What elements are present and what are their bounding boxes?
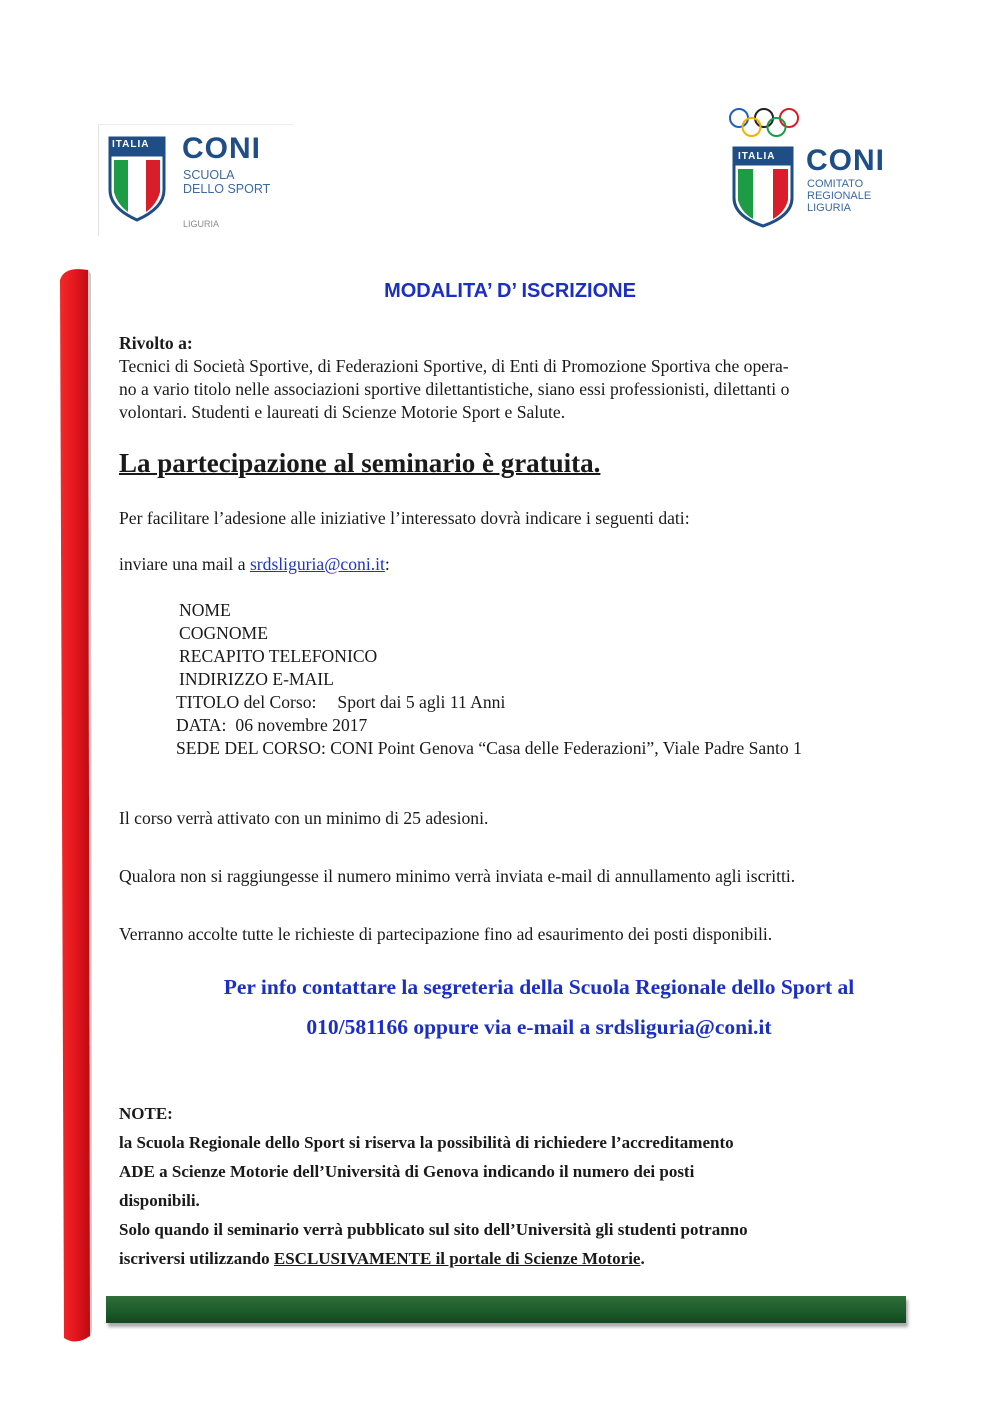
note-last-line [119,1244,645,1273]
condition-text: Il corso verrà attivato con un minimo di 25 adesioni. [119,808,489,828]
mail-suffix: : [384,554,390,574]
coni-comitato-logo [726,106,902,236]
course-venue-line [176,737,906,760]
send-mail-line [119,553,899,576]
coni-scuola-logo [98,124,298,236]
shield-badge-text: ITALIA [112,139,150,150]
audience-line: no a vario titolo nelle associazioni sportive dilettantistiche, siano essi professionisti, dilettanti o [119,379,790,399]
note-line: ADE a Scienze Motorie dell’Università di Genova indicando il numero dei posti [119,1162,695,1181]
condition-text: Qualora non si raggiungesse il numero minimo verrà inviata e-mail di annullamento agli iscritti. [119,866,796,886]
logo-line-2: DELLO SPORT [183,182,271,196]
logo-right-line-3: LIGURIA [807,202,852,214]
note-last-prefix: iscriversi utilizzando [119,1249,274,1268]
course-date-label: DATA: [176,715,227,735]
course-title-label: TITOLO del Corso: [176,692,317,712]
coni-brand-right: CONI [806,144,885,177]
field-item: COGNOME [179,623,268,643]
field-item: NOME [179,600,231,620]
field-item: RECAPITO TELEFONICO [179,646,378,666]
field-item: INDIRIZZO E-MAIL [179,669,334,689]
notes-label: NOTE: [119,1104,173,1123]
audience-line: volontari. Studenti e laureati di Scienze Motorie Sport e Salute. [119,402,566,422]
course-title-value: Sport dai 5 agli 11 Anni [337,692,506,712]
logo-line-1: SCUOLA [183,168,235,182]
red-side-bar [56,266,92,1346]
green-footer-bar [106,1296,906,1323]
logo-right-line-1: COMITATO [807,178,864,190]
logo-region: LIGURIA [183,219,220,229]
coni-brand: CONI [182,132,261,165]
note-line: Solo quando il seminario verrà pubblicato sul sito dell’Università gli studenti potranno [119,1220,748,1239]
info-contact-line: 010/581166 oppure via e-mail a srdsliguria@coni.it [306,1015,772,1039]
audience-line: Tecnici di Società Sportive, di Federazioni Sportive, di Enti di Promozione Sportiva che opera- [119,356,789,376]
note-line: la Scuola Regionale dello Sport si riserva la possibilità di richiedere l’accreditamento [119,1133,734,1152]
shield-badge-text-right: ITALIA [738,151,776,162]
info-contact-line: Per info contattare la segreteria della Scuola Regionale dello Sport al [223,975,855,999]
instructions-text: Per facilitare l’adesione alle iniziative l’interessato dovrà indicare i seguenti dati: [119,508,690,528]
email-link[interactable]: srdsliguria@coni.it [249,554,385,574]
note-line: disponibili. [119,1191,200,1210]
course-venue-label: SEDE DEL CORSO: [176,738,326,758]
logo-right-line-2: REGIONALE [807,190,872,202]
audience-label: Rivolto a: [119,333,193,353]
free-participation-headline: La partecipazione al seminario è gratuita. [119,448,601,478]
course-title-line [176,691,956,714]
course-date-value: 06 novembre 2017 [235,715,368,735]
note-underlined-text: ESCLUSIVAMENTE il portale di Scienze Motorie [273,1249,641,1268]
course-date-line [176,714,956,737]
note-last-suffix: . [640,1249,645,1268]
course-venue-value: CONI Point Genova “Casa delle Federazioni”, Viale Padre Santo 1 [330,738,802,758]
olympic-rings-icon [726,106,804,138]
condition-text: Verranno accolte tutte le richieste di partecipazione fino ad esaurimento dei posti disponibili. [119,924,773,944]
mail-prefix: inviare una mail a [119,554,250,574]
page-title: MODALITA’ D’ ISCRIZIONE [384,280,636,302]
